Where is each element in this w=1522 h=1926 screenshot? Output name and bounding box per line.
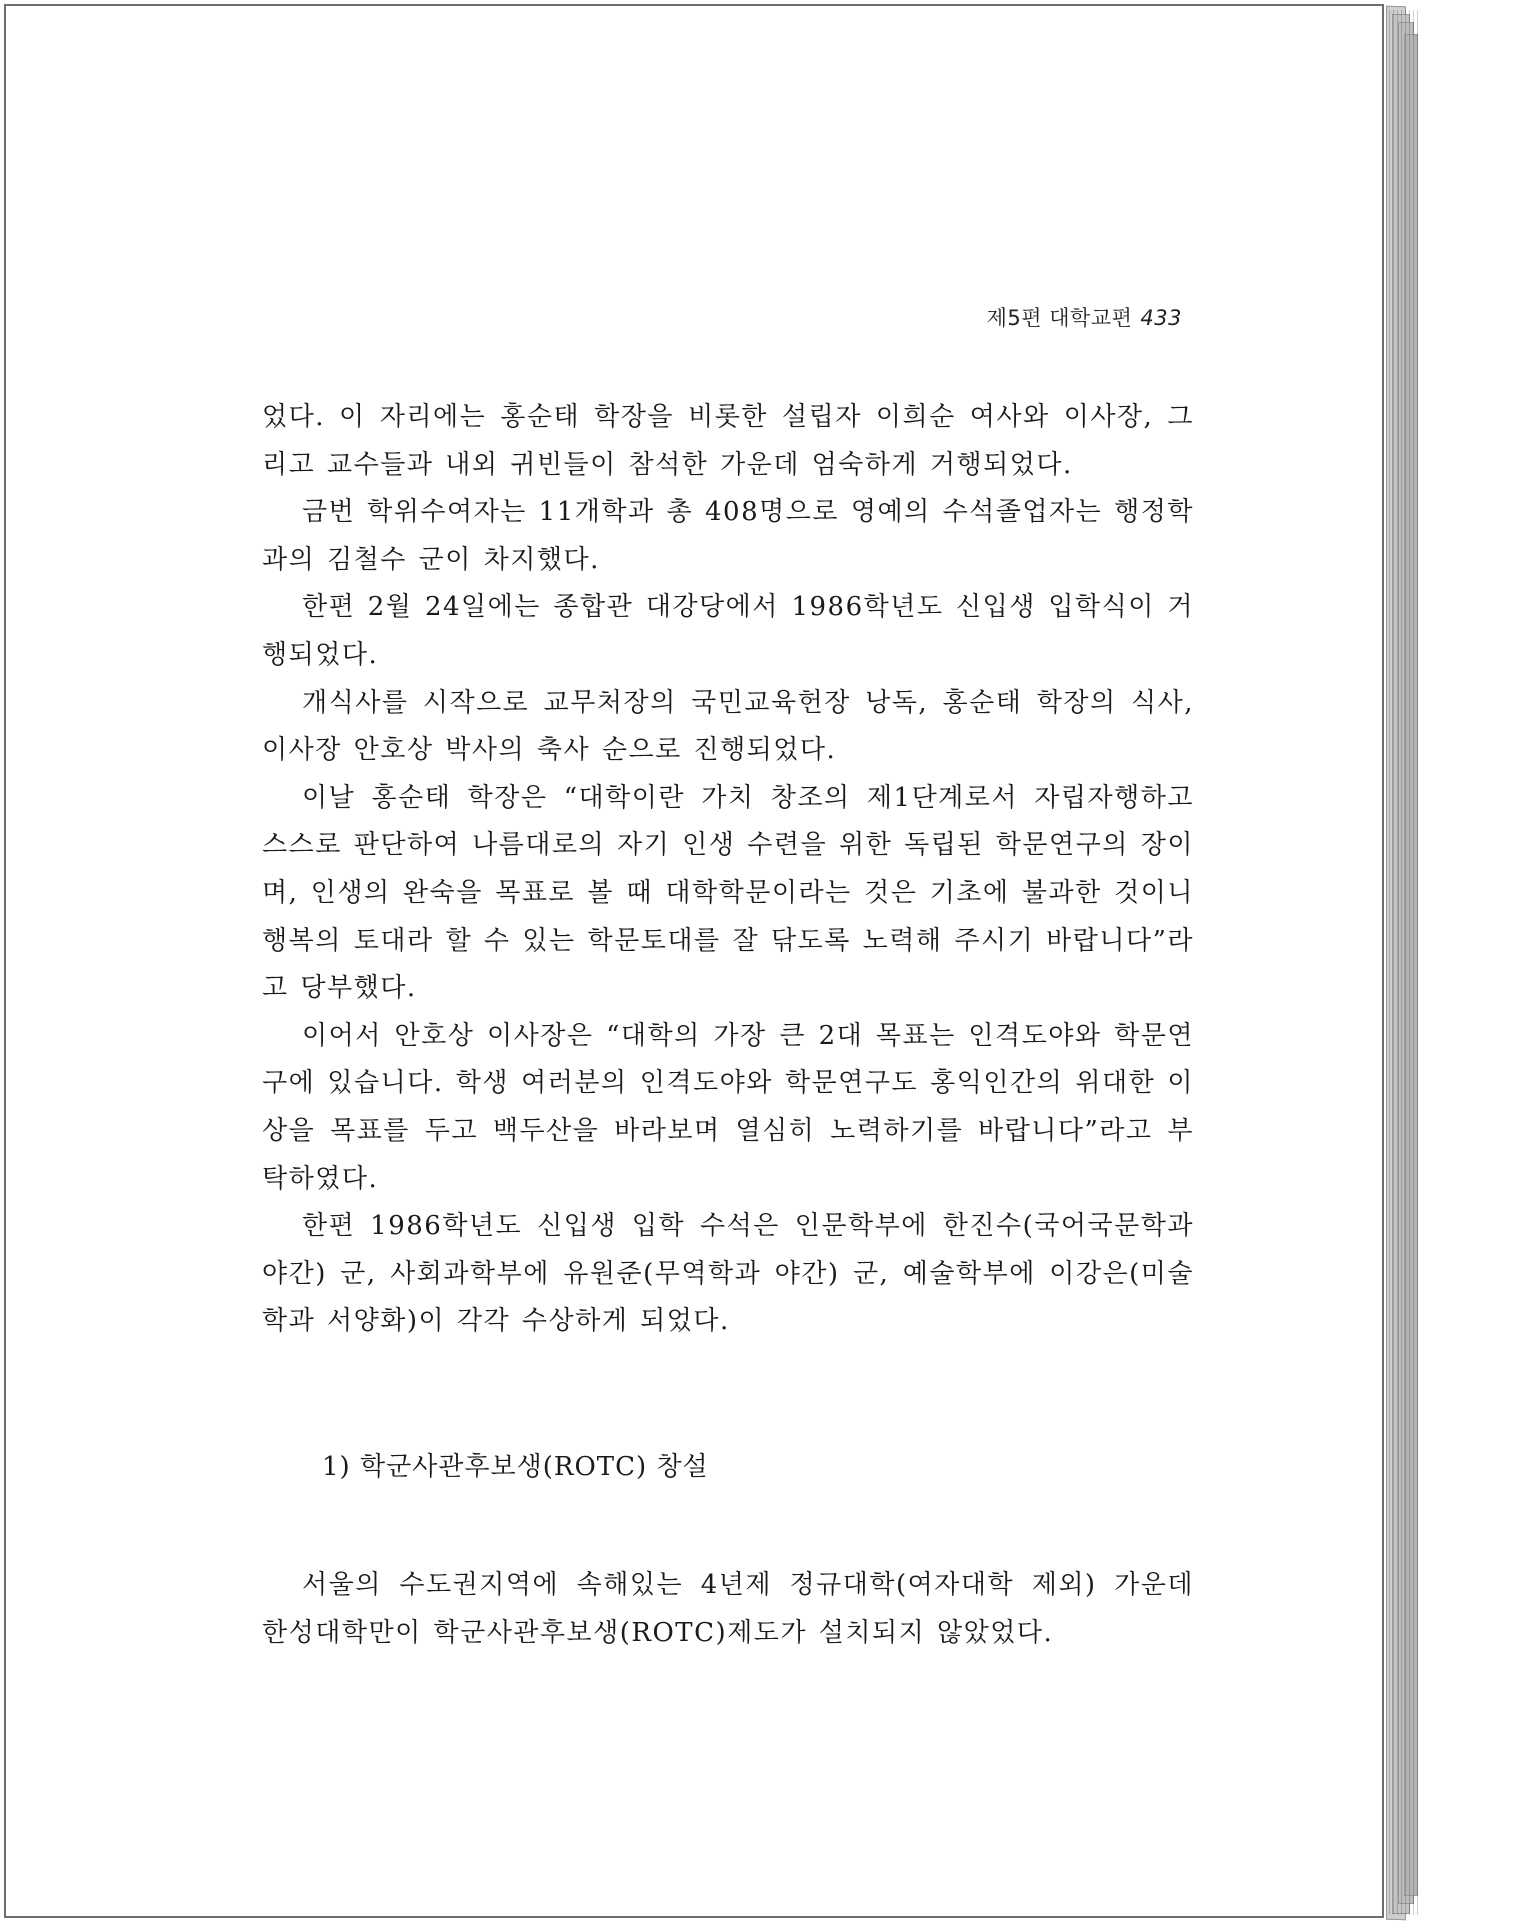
book-page xyxy=(4,4,1384,1918)
paragraph: 한편 1986학년도 신입생 입학 수석은 인문학부에 한진수(국어국문학과 야간) 군, 사회과학부에 유원준(무역학과 야간) 군, 예술학부에 이강은(미술학과 서양화)이 각각 수상하게 되었다. xyxy=(262,1211,1194,1337)
section-heading: 1) 학군사관후보생(ROTC) 창설 xyxy=(322,1452,709,1482)
running-header xyxy=(987,302,1182,332)
paragraph: 한편 2월 24일에는 종합관 대강당에서 1986학년도 신입생 입학식이 거행되었다. xyxy=(262,592,1194,670)
paragraph: 개식사를 시작으로 교무처장의 국민교육헌장 낭독, 홍순태 학장의 식사, 이사장 안호상 박사의 축사 순으로 진행되었다. xyxy=(262,687,1194,766)
running-title: 제5편 대학교편 xyxy=(986,306,1133,330)
paragraph: 이날 홍순태 학장은 “대학이란 가치 창조의 제1단계로서 자립자행하고 스스로 판단하여 나름대로의 자기 인생 수련을 위한 독립된 학문연구의 장이며, 인생의 완숙을 목표로 볼 때 대학학문이라는 것은 기초에 불과한 것이니 행복의 토대라 할 수 있는 학문토대를 잘 닦도록 노력해 주시기 바랍니다”라고 당부했다. xyxy=(262,782,1194,1004)
page-stack-lines xyxy=(1386,10,1420,1915)
paragraph: 었다. 이 자리에는 홍순태 학장을 비롯한 설립자 이희순 여사와 이사장, 그리고 교수들과 내외 귀빈들이 참석한 가운데 엄숙하게 거행되었다. xyxy=(262,402,1194,480)
page-number: 433 xyxy=(1140,306,1182,330)
paragraph: 금번 학위수여자는 11개학과 총 408명으로 영예의 수석졸업자는 행정학과의 김철수 군이 차지했다. xyxy=(262,497,1194,575)
paragraph: 서울의 수도권지역에 속해있는 4년제 정규대학(여자대학 제외) 가운데 한성대학만이 학군사관후보생(ROTC)제도가 설치되지 않았었다. xyxy=(262,1570,1194,1648)
paragraph: 이어서 안호상 이사장은 “대학의 가장 큰 2대 목표는 인격도야와 학문연구에 있습니다. 학생 여러분의 인격도야와 학문연구도 홍익인간의 위대한 이상을 목표를 두고 백두산을 바라보며 열심히 노력하기를 바랍니다”라고 부탁하였다. xyxy=(262,1020,1194,1194)
body-text xyxy=(262,394,1194,1346)
section-body xyxy=(262,1562,1194,1657)
